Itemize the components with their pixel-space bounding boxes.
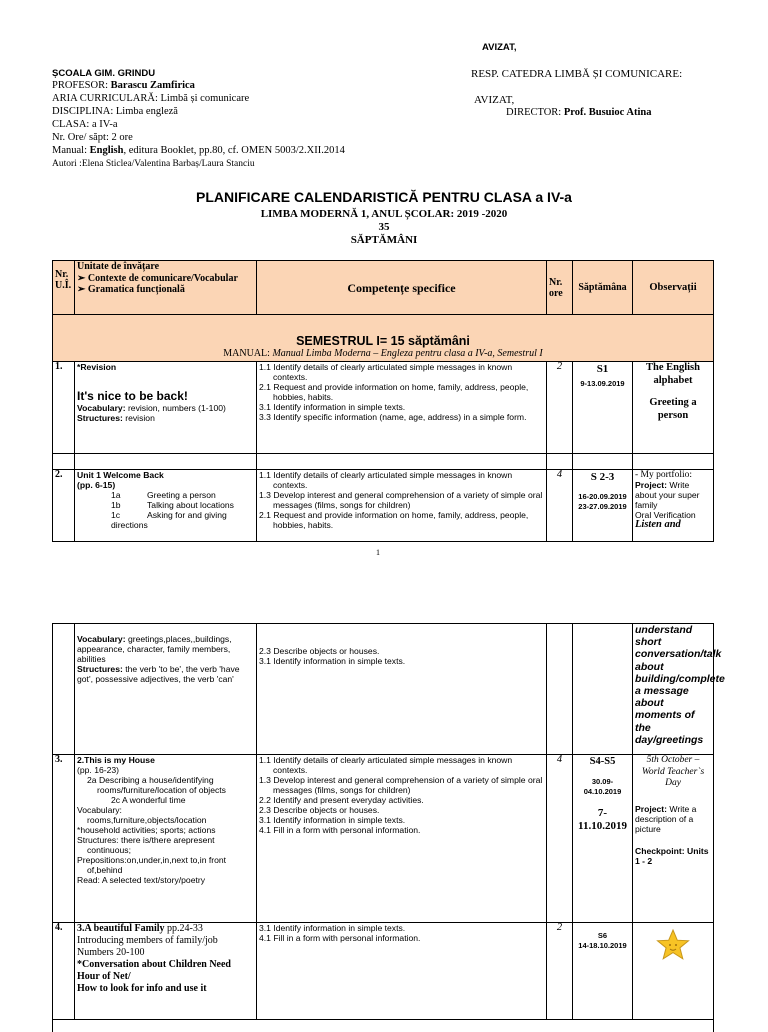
row1-vocab-text: revision, numbers (1-100) <box>125 403 226 413</box>
row4-competente <box>257 923 547 1020</box>
row2-comp-1: 1.1 Identify details of clearly articulated simple messages in known contexts. <box>259 470 513 490</box>
row3-comp-1: 1.1 Identify details of clearly articulated simple messages in known contexts. <box>259 755 513 775</box>
row3-comp-3: 2.2 Identify and present everyday activities. <box>259 795 424 805</box>
row3-obs-checkpoint: Checkpoint: Units 1 - 2 <box>635 845 709 866</box>
row2-dates-2: 23-27.09.2019 <box>578 502 627 511</box>
row4-bold-line-2: Hour of Net/ <box>77 971 131 982</box>
bullet-icon: ➢ <box>77 284 86 295</box>
row2-item-3 <box>77 510 254 530</box>
row3-ore: 4 <box>547 755 573 923</box>
row2c-nr <box>53 624 75 755</box>
row2-unit <box>75 470 257 542</box>
col-unitate <box>75 261 257 315</box>
col-observatii: Observații <box>633 261 714 315</box>
row2c-struct-label: Structures: <box>77 664 123 674</box>
spacer-cell <box>547 454 573 470</box>
row3-obs-project-text: Write a description of a picture <box>635 803 697 834</box>
spacer-cell <box>75 454 257 470</box>
row2-dates-1: 16-20.09.2019 <box>578 492 627 501</box>
director-line <box>506 107 651 119</box>
aria-line: ARIA CURRICULARĂ: Limbă și comunicare <box>52 93 250 104</box>
row2-ore: 4 <box>547 470 573 542</box>
autori-line: Autori :Elena Sticlea/Valentina Barbaș/Laura Stanciu <box>52 159 255 169</box>
manual-rest: , editura Booklet, pp.80, cf. OMEN 5003/2.XII.2014 <box>123 145 345 156</box>
row3-title: 2.This is my House <box>77 755 155 765</box>
row1-week-cell <box>573 362 633 454</box>
row3-nr: 3. <box>53 755 75 923</box>
semester-row <box>53 315 714 362</box>
row2-item-2-code: 1b <box>111 500 121 510</box>
unitate-bullet-2-text: Gramatica funcțională <box>87 284 185 295</box>
spacer-cell <box>53 454 75 470</box>
row2-pages: (pp. 6-15) <box>77 480 116 490</box>
row2-obs-project <box>635 480 711 510</box>
manual-line <box>52 145 345 157</box>
manual-title: English <box>89 145 124 156</box>
row3-week: S4-S5 <box>589 756 616 767</box>
unitate-bullet-1 <box>77 273 254 285</box>
next-row-cut <box>53 1020 714 1032</box>
row2-obs-project-text: Write about your super family <box>635 480 700 510</box>
professor-label: PROFESOR: <box>52 80 111 91</box>
row4-line-1: Introducing members of family/job <box>77 935 218 946</box>
spacer-cell <box>257 454 547 470</box>
spacer-cell <box>633 454 714 470</box>
row2c-struct-text: the verb 'to be', the verb 'have got', possessive adjectives, the verb 'can' <box>77 664 240 684</box>
row2c-structures <box>77 664 254 684</box>
row2-week-cell <box>573 470 633 542</box>
row2c-vocab-label: Vocabulary: <box>77 634 126 644</box>
col-nr-ui: Nr. U.Î. <box>53 261 75 315</box>
row2c-vocab <box>77 634 254 664</box>
row3-line-3: Vocabulary: <box>77 805 122 815</box>
row1-week: S1 <box>596 363 609 375</box>
row4-line-2: Numbers 20-100 <box>77 947 145 958</box>
col-competente: Competențe specifice <box>257 261 547 315</box>
row2-comp-3: 2.1 Request and provide information on home, family, address, people, hobbies, habits. <box>259 510 529 530</box>
resp-catedra: RESP. CATEDRA LIMBĂ ȘI COMUNICARE: <box>471 68 683 80</box>
row3-obs <box>633 755 714 923</box>
professor-name: Barascu Zamfirica <box>110 80 195 91</box>
row4-title-bold: 3.A beautiful Family <box>77 923 165 934</box>
row3-line-8: Read: A selected text/story/poetry <box>77 875 206 885</box>
row2-item-1 <box>77 490 254 500</box>
row2-item-1-text: Greeting a person <box>147 490 216 500</box>
row1-obs-greeting: Greeting a person <box>649 397 697 421</box>
row2-obs-oral: Oral Verification <box>635 510 696 520</box>
row2-item-1-code: 1a <box>111 490 121 500</box>
row4-bold-line-3: How to look for info and use it <box>77 983 207 994</box>
semester-manual-text: Manual Limba Moderna – Engleza pentru clasa a IV-a, Semestrul I <box>272 348 543 359</box>
row2c-comp-2: 3.1 Identify information in simple texts. <box>259 656 406 666</box>
row2-week: S 2-3 <box>590 471 615 483</box>
star-icon <box>656 929 690 961</box>
row4-comp-1: 3.1 Identify information in simple texts. <box>259 923 406 933</box>
row1-struct-text: revision <box>122 413 155 423</box>
row3-line-5: *household activities; sports; actions <box>77 825 216 835</box>
row3-line-7: Prepositions:on,under,in,next to,in front of,behind <box>77 855 227 875</box>
row3-unit <box>75 755 257 923</box>
row3-pages: (pp. 16-23) <box>77 765 120 775</box>
col-saptamana: Săptămâna <box>573 261 633 315</box>
avizat-top: AVIZAT, <box>482 42 517 53</box>
row4-week-cell <box>573 923 633 1020</box>
row2-competente <box>257 470 547 542</box>
spacer-cell <box>573 454 633 470</box>
row1-vocab <box>77 403 254 413</box>
weeks-count: 35 <box>378 221 390 233</box>
page-number: 1 <box>376 548 380 557</box>
row2-nr: 2. <box>53 470 75 542</box>
row2c-comp-1: 2.3 Describe objects or houses. <box>259 646 380 656</box>
row4-week: S6 <box>597 931 608 940</box>
row1-nr: 1. <box>53 362 75 454</box>
row1-unit <box>75 362 257 454</box>
row2c-unit <box>75 624 257 755</box>
row1-comp-4: 3.3 Identify specific information (name, age, address) in a simple form. <box>259 412 527 422</box>
row1-competente <box>257 362 547 454</box>
row2c-vocab-text: greetings,places,,buildings, appearance, character, family members, abilities <box>77 634 232 664</box>
row3-comp-4: 2.3 Describe objects or houses. <box>259 805 380 815</box>
row1-revision: *Revision <box>77 362 117 372</box>
planning-table-page1 <box>52 260 714 542</box>
disciplina-line: DISCIPLINA: Limba engleză <box>52 106 178 117</box>
row2-obs-project-label: Project: <box>635 480 667 490</box>
ore-line: Nr. Ore/ săpt: 2 ore <box>52 132 133 143</box>
avizat-director: AVIZAT, <box>474 94 515 106</box>
row2-item-2 <box>77 500 254 510</box>
row3-dates-2: 7-11.10.2019 <box>578 807 627 832</box>
semester-manual <box>55 348 711 360</box>
planning-table-page2 <box>52 623 725 1032</box>
row1-obs-alphabet: The English alphabet <box>646 362 700 386</box>
row2-item-3-text: Asking for and giving directions <box>111 510 227 530</box>
row4-title <box>77 923 254 935</box>
row1-heading: It's nice to be back! <box>77 389 188 403</box>
row2c-week <box>573 624 633 755</box>
row1-comp-3: 3.1 Identify information in simple texts. <box>259 402 406 412</box>
manual-label: Manual: <box>52 145 90 156</box>
row3-obs-project <box>635 804 711 834</box>
row2-item-2-text: Talking about locations <box>147 500 234 510</box>
row1-comp-1: 1.1 Identify details of clearly articulated simple messages in known contexts. <box>259 362 513 382</box>
director-name: Prof. Busuioc Atina <box>563 107 652 118</box>
director-label: DIRECTOR: <box>506 107 564 118</box>
row3-line-6: Structures: there is/there arepresent continuous; <box>77 835 215 855</box>
row3-obs-day: 5th October – World Teacher`s Day <box>641 755 705 788</box>
row1-struct-label: Structures: <box>77 413 123 423</box>
row1-vocab-label: Vocabulary: <box>77 403 126 413</box>
row3-comp-2: 1.3 Develop interest and general comprehension of a variety of simple oral messages (films, songs for children) <box>259 775 543 795</box>
page-title: PLANIFICARE CALENDARISTICĂ PENTRU CLASA a IV-a <box>196 189 572 205</box>
row1-ore: 2 <box>547 362 573 454</box>
clasa-line: CLASA: a IV-a <box>52 119 118 130</box>
row4-obs <box>633 923 714 1020</box>
unitate-bullet-2 <box>77 284 254 296</box>
row1-comp-2: 2.1 Request and provide information on home, family, address, people, hobbies, habits. <box>259 382 529 402</box>
semester-title: SEMESTRUL I= 15 săptămâni <box>296 334 470 348</box>
professor-line <box>52 80 195 92</box>
unitate-title: Unitate de învățare <box>77 261 160 272</box>
row2-comp-2: 1.3 Develop interest and general comprehension of a variety of simple oral messages (films, songs for children) <box>259 490 543 510</box>
row4-comp-2: 4.1 Fill in a form with personal information. <box>259 933 421 943</box>
row2-obs <box>633 470 714 542</box>
row1-obs <box>633 362 714 454</box>
row2c-obs: understand short conversation/talk about building/complete a message about moments of the day/greetings <box>633 624 714 755</box>
row1-dates: 9-13.09.2019 <box>580 379 625 388</box>
school-year: LIMBA MODERNĂ 1, ANUL ȘCOLAR: 2019 -2020 <box>260 208 508 220</box>
row2c-competente <box>257 624 547 755</box>
row1-structures <box>77 413 254 423</box>
row3-line-1: 2a Describing a house/identifying rooms/furniture/location of objects <box>87 775 226 795</box>
row4-ore: 2 <box>547 923 573 1020</box>
row2-title: Unit 1 Welcome Back <box>77 470 164 480</box>
row3-line-2: 2c A wonderful time <box>111 795 186 805</box>
row4-title-rest: pp.24-33 <box>164 923 203 934</box>
col-nr-ore: Nr. ore <box>547 261 573 315</box>
row2c-ore <box>547 624 573 755</box>
row3-comp-5: 3.1 Identify information in simple texts. <box>259 815 406 825</box>
row4-dates: 14-18.10.2019 <box>578 941 627 950</box>
school-name: ȘCOALA GIM. GRINDU <box>52 68 156 79</box>
row2-obs-portfolio: - My portfolio: <box>635 470 692 480</box>
row3-competente <box>257 755 547 923</box>
row2-item-3-code: 1c <box>111 510 121 520</box>
bullet-icon: ➢ <box>77 272 86 284</box>
unitate-bullet-1-text: Contexte de comunicare/Vocabular <box>87 272 238 284</box>
row3-dates-1: 30.09-04.10.2019 <box>583 777 622 796</box>
row4-nr: 4. <box>53 923 75 1020</box>
row3-obs-project-label: Project: <box>635 803 667 814</box>
semester-manual-label: MANUAL: <box>223 348 273 359</box>
row2-obs-listen: Listen and <box>635 519 681 530</box>
row3-comp-6: 4.1 Fill in a form with personal information. <box>259 825 421 835</box>
weeks-label: SĂPTĂMÂNI <box>350 234 418 246</box>
row3-line-4: rooms,furniture,objects/location <box>87 815 207 825</box>
row3-week-cell <box>573 755 633 923</box>
row4-unit <box>75 923 257 1020</box>
row4-bold-line-1: *Conversation about Children Need <box>77 959 231 970</box>
